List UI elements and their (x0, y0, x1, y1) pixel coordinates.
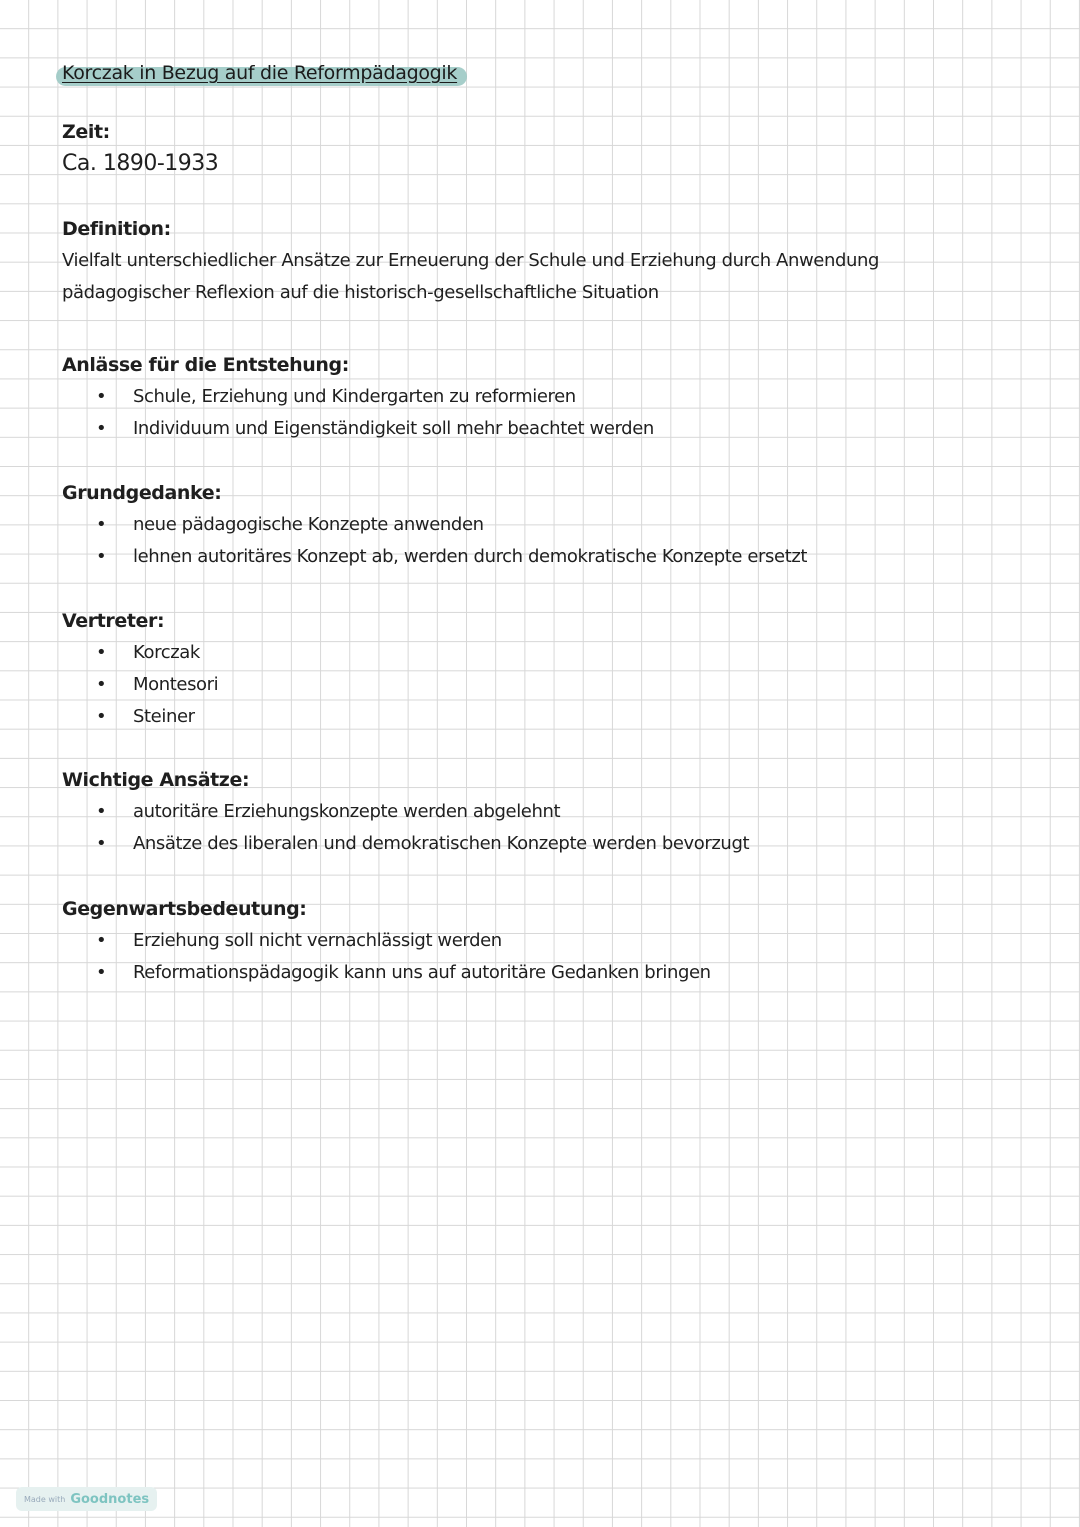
bullet-icon: • (96, 962, 107, 983)
bullet-icon: • (96, 418, 107, 439)
list-item (62, 637, 218, 669)
title-block (56, 62, 457, 88)
heading-gegenwart: Gegenwartsbedeutung: (62, 898, 307, 920)
list-item (62, 381, 654, 413)
list-item (62, 541, 807, 573)
page-title: Korczak in Bezug auf die Reformpädagogik (62, 62, 458, 84)
ansaetze-list (62, 796, 749, 860)
bullet-icon: • (96, 706, 107, 727)
list-item (62, 509, 807, 541)
list-item-text: Schule, Erziehung und Kindergarten zu reformieren (133, 386, 576, 407)
list-item (62, 701, 218, 733)
heading-definition: Definition: (62, 218, 171, 240)
list-item (62, 796, 749, 828)
heading-grundgedanke: Grundgedanke: (62, 482, 222, 504)
gegenwart-list (62, 925, 711, 989)
section-definition (62, 213, 879, 309)
vertreter-list (62, 637, 218, 733)
bullet-icon: • (96, 674, 107, 695)
list-item-text: Korczak (133, 642, 200, 663)
goodnotes-logo: Goodnotes (70, 1491, 150, 1507)
zeit-value: Ca. 1890-1933 (62, 151, 219, 176)
list-item-text: Montesori (133, 674, 219, 695)
list-item (62, 413, 654, 445)
definition-line: pädagogischer Reflexion auf die historisch-gesellschaftliche Situation (62, 282, 659, 303)
made-with-label: Made with (24, 1494, 66, 1504)
heading-zeit: Zeit: (62, 121, 110, 143)
list-item (62, 828, 749, 860)
heading-anlaesse: Anlässe für die Entstehung: (62, 354, 349, 376)
bullet-icon: • (96, 546, 107, 567)
bullet-icon: • (96, 833, 107, 854)
list-item-text: Steiner (133, 706, 195, 727)
bullet-icon: • (96, 514, 107, 535)
section-anlaesse (62, 349, 654, 445)
bullet-icon: • (96, 386, 107, 407)
anlaesse-list (62, 381, 654, 445)
section-grundgedanke (62, 477, 807, 573)
bullet-icon: • (96, 801, 107, 822)
list-item (62, 925, 711, 957)
bullet-icon: • (96, 642, 107, 663)
section-vertreter (62, 605, 218, 733)
list-item-text: Ansätze des liberalen und demokratischen Konzepte werden bevorzugt (133, 833, 750, 854)
list-item (62, 669, 218, 701)
list-item (62, 957, 711, 989)
heading-vertreter: Vertreter: (62, 610, 165, 632)
list-item-text: neue pädagogische Konzepte anwenden (133, 514, 484, 535)
list-item-text: Erziehung soll nicht vernachlässigt werden (133, 930, 502, 951)
section-zeit (62, 116, 218, 180)
heading-ansaetze: Wichtige Ansätze: (62, 769, 250, 791)
goodnotes-badge (16, 1487, 157, 1511)
list-item-text: autoritäre Erziehungskonzepte werden abgelehnt (133, 801, 561, 822)
grundgedanke-list (62, 509, 807, 573)
list-item-text: Individuum und Eigenständigkeit soll mehr beachtet werden (133, 418, 654, 439)
definition-line: Vielfalt unterschiedlicher Ansätze zur Erneuerung der Schule und Erziehung durch Anwendung (62, 250, 880, 271)
list-item-text: Reformationspädagogik kann uns auf autoritäre Gedanken bringen (133, 962, 711, 983)
bullet-icon: • (96, 930, 107, 951)
list-item-text: lehnen autoritäres Konzept ab, werden durch demokratische Konzepte ersetzt (133, 546, 808, 567)
section-gegenwart (62, 893, 711, 989)
section-ansaetze (62, 764, 749, 860)
